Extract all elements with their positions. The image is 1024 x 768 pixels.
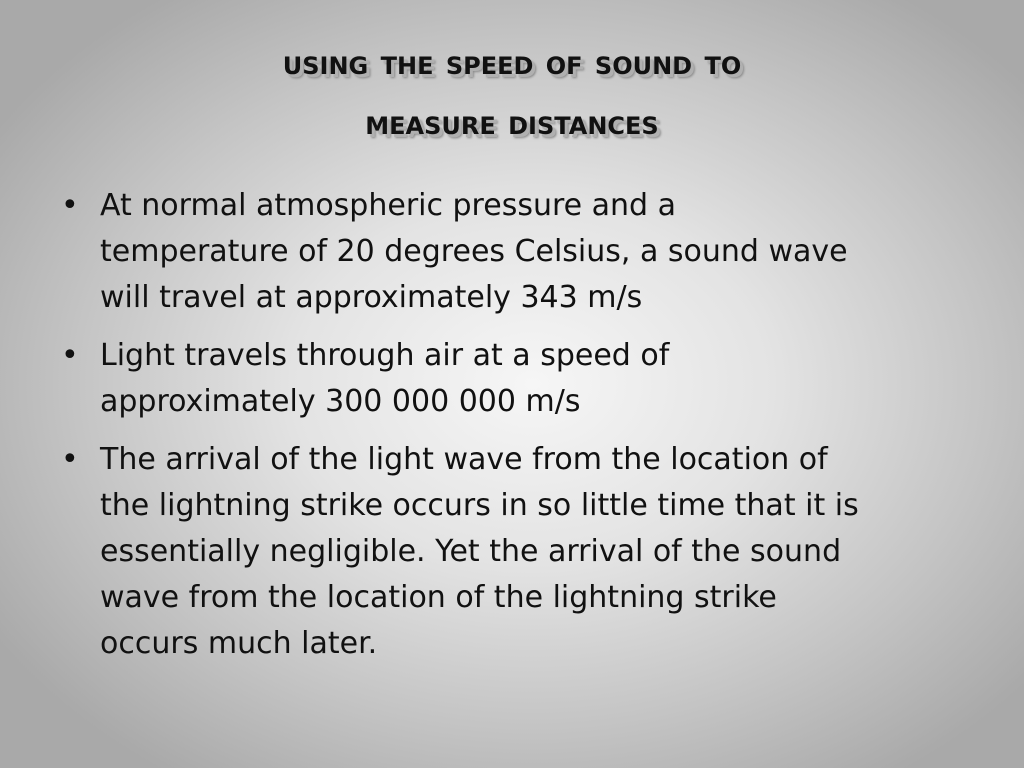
bullet-marker: • — [61, 188, 79, 223]
bullet-2-line-1: Light travels through air at a speed of — [100, 338, 670, 373]
bullet-3-line-4: wave from the location of the lightning strike — [100, 580, 777, 615]
bullet-1-line-3: will travel at approximately 343 m/s — [100, 280, 643, 315]
slide-title-line-1: USING THE SPEED OF SOUND TO — [282, 52, 742, 80]
bullet-3-line-5: occurs much later. — [100, 626, 378, 661]
bullet-item-2 — [58, 333, 968, 425]
bullet-1-line-1: At normal atmospheric pressure and a — [100, 188, 676, 223]
bullet-3-line-2: the lightning strike occurs in so little time that it is — [100, 488, 859, 523]
slide-title — [60, 36, 964, 156]
bullet-3-line-3: essentially negligible. Yet the arrival of the sound — [100, 534, 842, 569]
bullet-item-3 — [58, 437, 968, 667]
slide-title-line-2: MEASURE DISTANCES — [365, 112, 659, 140]
bullet-list — [58, 183, 968, 679]
bullet-3-line-1: The arrival of the light wave from the location of — [100, 442, 828, 477]
bullet-2-line-2: approximately 300 000 000 m/s — [100, 384, 581, 419]
bullet-1-line-2: temperature of 20 degrees Celsius, a sound wave — [100, 234, 848, 269]
bullet-item-1 — [58, 183, 968, 321]
bullet-marker: • — [61, 442, 79, 477]
bullet-marker: • — [61, 338, 79, 373]
